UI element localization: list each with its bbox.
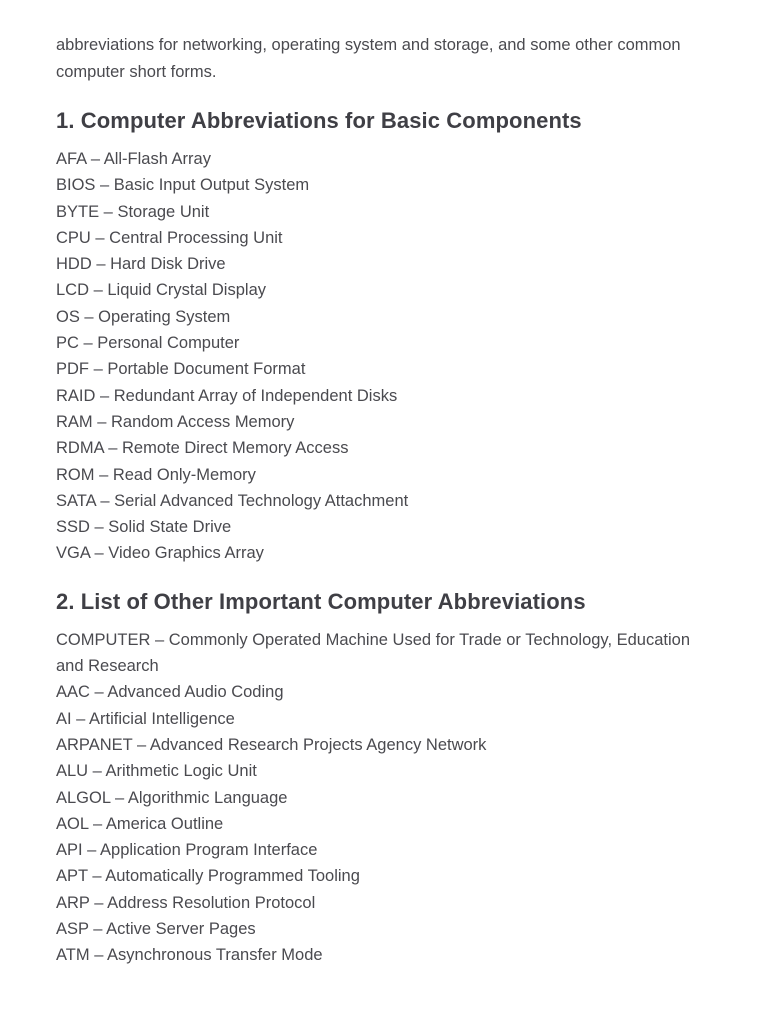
abbreviation-item: RDMA – Remote Direct Memory Access <box>56 439 349 458</box>
abbreviation-item: ASP – Active Server Pages <box>56 920 256 939</box>
abbreviation-item: CPU – Central Processing Unit <box>56 228 283 247</box>
abbreviation-item: SSD – Solid State Drive <box>56 518 232 537</box>
abbreviation-item: ARPANET – Advanced Research Projects Agency Network <box>56 735 487 754</box>
abbreviation-item: HDD – Hard Disk Drive <box>56 255 226 274</box>
abbreviation-item: SATA – Serial Advanced Technology Attachment <box>56 491 409 510</box>
abbreviation-item: AFA – All-Flash Array <box>56 150 211 168</box>
section-basic-components <box>56 106 716 567</box>
abbreviation-item: API – Application Program Interface <box>56 841 318 860</box>
abbreviation-item: OS – Operating System <box>56 307 231 326</box>
abbreviation-item: RAID – Redundant Array of Independent Disks <box>56 386 398 405</box>
abbreviation-item: ATM – Asynchronous Transfer Mode <box>56 946 323 965</box>
abbreviation-item: PDF – Portable Document Format <box>56 360 306 379</box>
abbreviation-item: ALU – Arithmetic Logic Unit <box>56 762 257 781</box>
abbreviation-item: ROM – Read Only-Memory <box>56 465 256 484</box>
abbreviation-item: AOL – America Outline <box>56 814 224 833</box>
abbreviation-item: ARP – Address Resolution Protocol <box>56 893 316 912</box>
abbreviation-item: PC – Personal Computer <box>56 334 240 353</box>
abbreviation-item: VGA – Video Graphics Array <box>56 544 264 563</box>
section-heading: 2. List of Other Important Computer Abbreviations <box>56 588 586 614</box>
abbreviation-item: RAM – Random Access Memory <box>56 412 295 431</box>
abbreviation-item: BIOS – Basic Input Output System <box>56 176 310 195</box>
abbreviation-list <box>56 146 716 567</box>
intro-paragraph: abbreviations for networking, operating system and storage, and some other common computer short forms. <box>56 36 681 81</box>
abbreviation-item: BYTE – Storage Unit <box>56 202 210 221</box>
section-heading: 1. Computer Abbreviations for Basic Components <box>56 108 582 133</box>
abbreviation-item: AAC – Advanced Audio Coding <box>56 683 284 702</box>
abbreviation-item: ALGOL – Algorithmic Language <box>56 788 288 807</box>
abbreviation-item: APT – Automatically Programmed Tooling <box>56 867 360 886</box>
abbreviation-item: AI – Artificial Intelligence <box>56 709 235 728</box>
abbreviation-item: LCD – Liquid Crystal Display <box>56 281 266 300</box>
abbreviation-item: COMPUTER – Commonly Operated Machine Used for Trade or Technology, Education and Research <box>56 630 691 676</box>
section-other-abbreviations <box>56 587 716 969</box>
abbreviation-list <box>56 627 716 969</box>
